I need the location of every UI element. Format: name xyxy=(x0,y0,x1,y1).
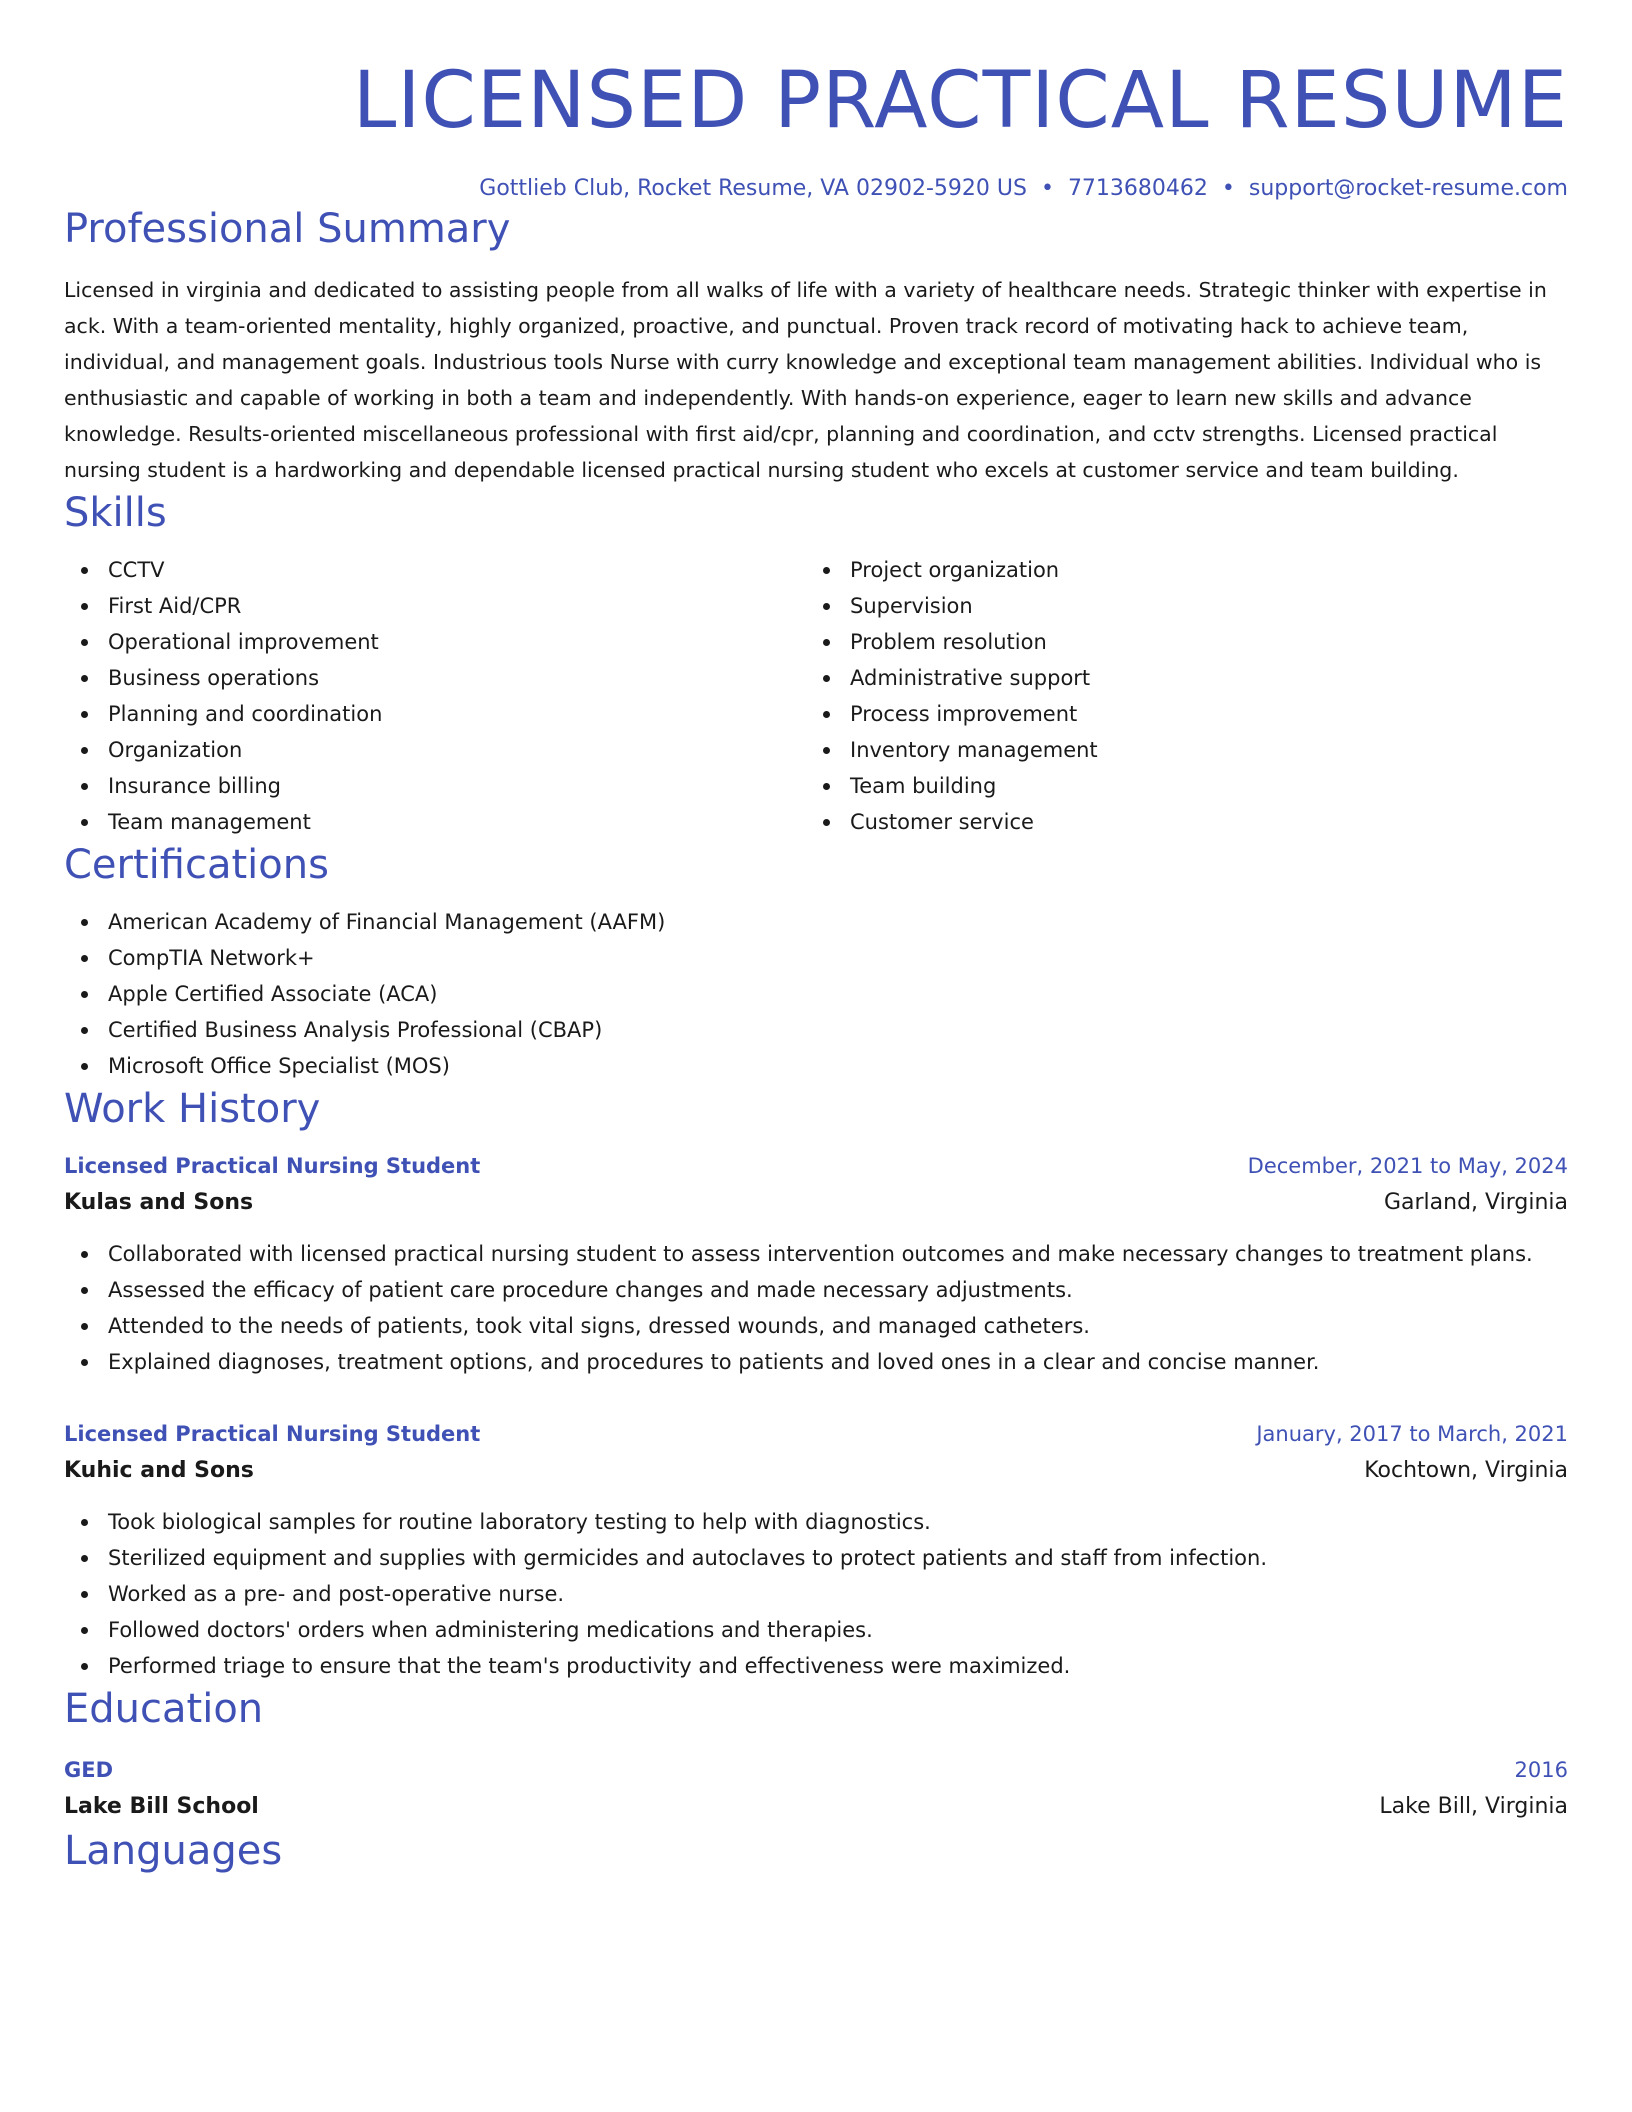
certifications-heading: Certifications xyxy=(64,842,329,888)
job-bullet: Collaborated with licensed practical nursing student to assess intervention outcomes and make necessary changes to treatment plans. xyxy=(108,1236,1568,1272)
skill-item: Insurance billing xyxy=(108,768,806,804)
certifications-list xyxy=(64,904,1568,1084)
education-school: Lake Bill School xyxy=(64,1794,259,1819)
skill-item: Problem resolution xyxy=(850,624,1548,660)
skill-item: Administrative support xyxy=(850,660,1548,696)
skills-column-right xyxy=(806,552,1548,840)
skill-item: CCTV xyxy=(108,552,806,588)
job-dates: January, 2017 to March, 2021 xyxy=(1256,1422,1568,1446)
contact-separator: • xyxy=(1040,176,1054,201)
job-location: Kochtown, Virginia xyxy=(1364,1458,1568,1483)
job-entry xyxy=(64,1416,1568,1684)
education-degree: GED xyxy=(64,1758,114,1782)
job-company: Kulas and Sons xyxy=(64,1190,254,1215)
skill-item: Customer service xyxy=(850,804,1548,840)
job-title: Licensed Practical Nursing Student xyxy=(64,1422,481,1446)
skill-item: First Aid/CPR xyxy=(108,588,806,624)
education-heading: Education xyxy=(64,1686,264,1732)
skills-heading: Skills xyxy=(64,490,167,536)
certification-item: Microsoft Office Specialist (MOS) xyxy=(108,1048,1568,1084)
skill-item: Operational improvement xyxy=(108,624,806,660)
languages-heading: Languages xyxy=(64,1828,283,1874)
contact-line xyxy=(64,174,1568,204)
job-bullet: Worked as a pre- and post-operative nurse. xyxy=(108,1576,1568,1612)
education-year: 2016 xyxy=(1514,1758,1568,1782)
skill-item: Supervision xyxy=(850,588,1548,624)
skill-item: Business operations xyxy=(108,660,806,696)
certification-item: Certified Business Analysis Professional (CBAP) xyxy=(108,1012,1568,1048)
certification-item: Apple Certified Associate (ACA) xyxy=(108,976,1568,1012)
summary-heading: Professional Summary xyxy=(64,206,511,252)
resume-title: LICENSED PRACTICAL RESUME xyxy=(352,56,1568,146)
resume-header xyxy=(64,0,1568,204)
skill-item: Team management xyxy=(108,804,806,840)
skill-item: Team building xyxy=(850,768,1548,804)
skills-column-left xyxy=(64,552,806,840)
job-bullet: Assessed the efficacy of patient care procedure changes and made necessary adjustments. xyxy=(108,1272,1568,1308)
job-company: Kuhic and Sons xyxy=(64,1458,254,1483)
job-dates: December, 2021 to May, 2024 xyxy=(1247,1154,1568,1178)
education-entry xyxy=(64,1752,1568,1826)
summary-text: Licensed in virginia and dedicated to assisting people from all walks of life with a variety of healthcare needs. Strategic thinker with expertise in ack. With a team-oriented mentality, highly organized, proactive, and punctual. Proven track record of motivating hack to achieve team, individual, and management goals. Industrious tools Nurse with curry knowledge and exceptional team management abilities. Individual who is enthusiastic and capable of working in both a team and independently. With hands-on experience, eager to learn new skills and advance knowledge. Results-oriented miscellaneous professional with first aid/cpr, planning and coordination, and cctv strengths. Licensed practical nursing student is a hardworking and dependable licensed practical nursing student who excels at customer service and team building. xyxy=(64,278,1547,482)
education-location: Lake Bill, Virginia xyxy=(1379,1794,1568,1819)
skill-item: Inventory management xyxy=(850,732,1548,768)
job-bullet: Took biological samples for routine laboratory testing to help with diagnostics. xyxy=(108,1504,1568,1540)
skill-item: Process improvement xyxy=(850,696,1548,732)
contact-separator: • xyxy=(1221,176,1235,201)
contact-email: support@rocket-resume.com xyxy=(1248,176,1568,201)
contact-phone: 7713680462 xyxy=(1067,176,1208,201)
job-title: Licensed Practical Nursing Student xyxy=(64,1154,481,1178)
work-history-heading: Work History xyxy=(64,1086,321,1132)
skills-grid xyxy=(64,552,1568,840)
job-bullet: Performed triage to ensure that the team's productivity and effectiveness were maximized. xyxy=(108,1648,1568,1684)
job-bullet: Explained diagnoses, treatment options, and procedures to patients and loved ones in a clear and concise manner. xyxy=(108,1344,1568,1380)
certification-item: American Academy of Financial Management (AAFM) xyxy=(108,904,1568,940)
skill-item: Project organization xyxy=(850,552,1548,588)
skill-item: Organization xyxy=(108,732,806,768)
certification-item: CompTIA Network+ xyxy=(108,940,1568,976)
resume-page xyxy=(64,0,1568,1876)
job-location: Garland, Virginia xyxy=(1383,1190,1568,1215)
contact-address: Gottlieb Club, Rocket Resume, VA 02902-5920 US xyxy=(479,176,1027,201)
job-bullet: Followed doctors' orders when administering medications and therapies. xyxy=(108,1612,1568,1648)
job-entry xyxy=(64,1148,1568,1380)
job-bullet: Sterilized equipment and supplies with germicides and autoclaves to protect patients and staff from infection. xyxy=(108,1540,1568,1576)
skill-item: Planning and coordination xyxy=(108,696,806,732)
job-bullet: Attended to the needs of patients, took vital signs, dressed wounds, and managed catheters. xyxy=(108,1308,1568,1344)
